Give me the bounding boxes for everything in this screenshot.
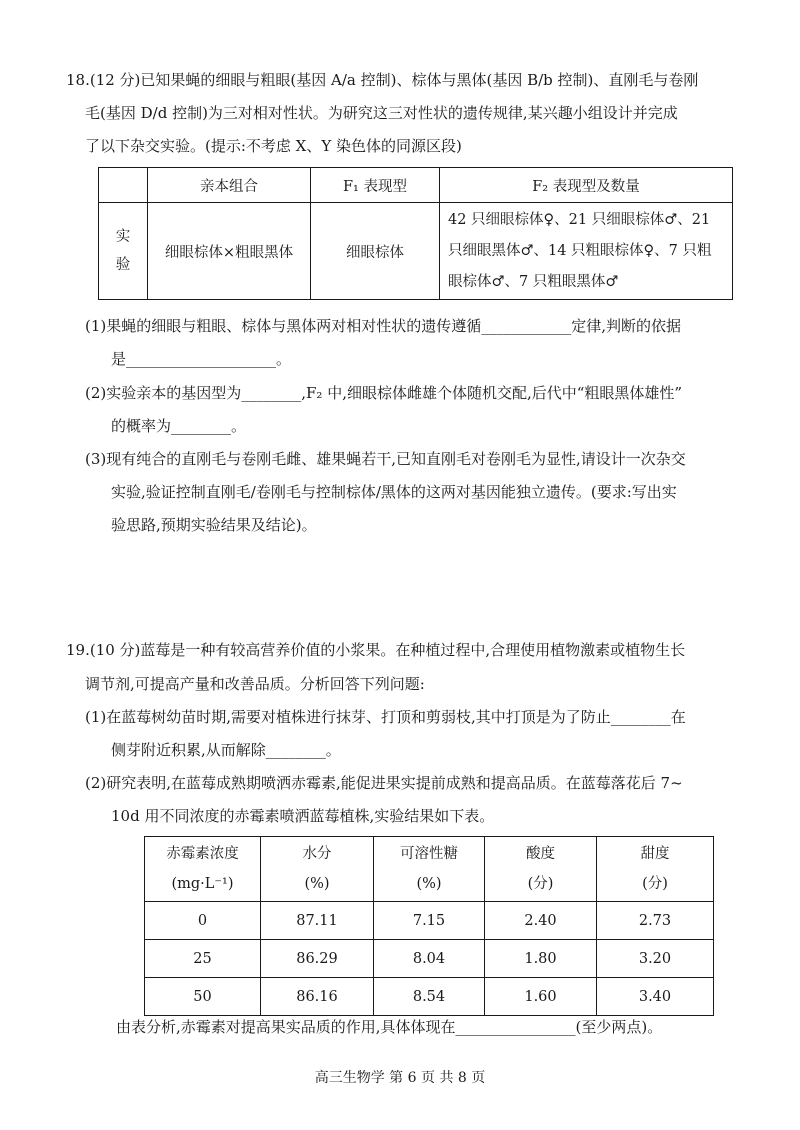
q19-sub1-line-2: 侧芽附近积累,从而解除________。 bbox=[111, 741, 341, 759]
q19-header-acidity-label: 酸度 bbox=[526, 846, 555, 862]
q18-row-label-1: 实 bbox=[115, 229, 131, 245]
q18-row-label-2: 验 bbox=[115, 257, 131, 273]
table-cell: 50 bbox=[145, 978, 261, 1016]
q19-header-water bbox=[261, 837, 374, 902]
table-cell: 2.40 bbox=[485, 902, 597, 940]
table-cell: 3.20 bbox=[597, 940, 714, 978]
q19-header-water-label: 水分 bbox=[302, 846, 332, 862]
q18-sub1-line-2: 是____________________。 bbox=[111, 350, 292, 368]
q19-header-water-unit: (%) bbox=[304, 876, 330, 892]
table-cell: 1.80 bbox=[485, 940, 597, 978]
q18-parent-cell: 细眼棕体×粗眼黑体 bbox=[148, 203, 311, 300]
q18-sub3-line-2: 实验,验证控制直刚毛/卷刚毛与控制棕体/黑体的这两对基因能独立遗传。(要求:写出实 bbox=[111, 483, 677, 501]
q19-header-concentration-label: 赤霉素浓度 bbox=[166, 846, 239, 862]
q19-header-concentration bbox=[145, 837, 261, 902]
q19-gibberellin-table bbox=[144, 836, 714, 1016]
q19-header-sweetness-unit: (分) bbox=[642, 876, 668, 892]
q18-f2-line-2: 只细眼黑体♂、14 只粗眼棕体♀、7 只粗 bbox=[448, 242, 712, 259]
table-cell: 25 bbox=[145, 940, 261, 978]
table-cell: 86.29 bbox=[261, 940, 374, 978]
q19-sub2-line-1: (2)研究表明,在蓝莓成熟期喷洒赤霉素,能促进果实提前成熟和提高品质。在蓝莓落花后 7~ bbox=[85, 774, 683, 792]
q18-sub1-line-1: (1)果蝇的细眼与粗眼、棕体与黑体两对相对性状的遗传遵循____________定律,判断的依据 bbox=[85, 317, 682, 335]
q19-header-sugar-unit: (%) bbox=[416, 876, 442, 892]
q18-row-label bbox=[99, 203, 148, 300]
table-cell: 2.73 bbox=[597, 902, 714, 940]
q18-sub3-line-1: (3)现有纯合的直刚毛与卷刚毛雌、雄果蝇若干,已知直刚毛对卷刚毛为显性,请设计一次杂交 bbox=[85, 450, 686, 468]
q18-sub2-line-1: (2)实验亲本的基因型为________,F₂ 中,细眼棕体雌雄个体随机交配,后代中“粗眼黑体雄性” bbox=[85, 384, 683, 402]
q19-line-2: 调节剂,可提高产量和改善品质。分析回答下列问题: bbox=[85, 675, 425, 693]
q19-sub1-line-1: (1)在蓝莓树幼苗时期,需要对植株进行抹芽、打顶和剪弱枝,其中打顶是为了防止________在 bbox=[85, 708, 686, 726]
table-cell: 0 bbox=[145, 902, 261, 940]
page-footer: 高三生物学 第 6 页 共 8 页 bbox=[314, 1070, 486, 1086]
q18-f2-line-3: 眼棕体♂、7 只粗眼黑体♂ bbox=[448, 273, 619, 290]
q18-f2-cell bbox=[440, 203, 733, 300]
q18-header-parent: 亲本组合 bbox=[148, 168, 311, 203]
table-cell: 86.16 bbox=[261, 978, 374, 1016]
q18-header-f2: F₂ 表现型及数量 bbox=[440, 168, 733, 203]
q19-header-sweetness-label: 甜度 bbox=[640, 846, 670, 862]
q18-f2-line-1: 42 只细眼棕体♀、21 只细眼棕体♂、21 bbox=[448, 211, 711, 228]
table-cell: 87.11 bbox=[261, 902, 374, 940]
q18-cross-table bbox=[98, 167, 733, 300]
q19-sub2-line-2: 10d 用不同浓度的赤霉素喷洒蓝莓植株,实验结果如下表。 bbox=[111, 807, 495, 825]
q19-header-sugar-label: 可溶性糖 bbox=[400, 846, 458, 862]
q19-header-sugar bbox=[374, 837, 485, 902]
q18-line-1: 18.(12 分)已知果蝇的细眼与粗眼(基因 A/a 控制)、棕体与黑体(基因 B/b 控制)、直刚毛与卷刚 bbox=[66, 71, 699, 89]
table-cell: 7.15 bbox=[374, 902, 485, 940]
q18-header-empty bbox=[99, 168, 148, 203]
q18-line-3: 了以下杂交实验。(提示:不考虑 X、Y 染色体的同源区段) bbox=[85, 137, 462, 155]
q19-line-1: 19.(10 分)蓝莓是一种有较高营养价值的小浆果。在种植过程中,合理使用植物激素或植物生长 bbox=[66, 641, 686, 659]
table-row bbox=[145, 940, 714, 978]
q18-f1-cell: 细眼棕体 bbox=[311, 203, 440, 300]
q18-header-f1: F₁ 表现型 bbox=[311, 168, 440, 203]
table-cell: 8.54 bbox=[374, 978, 485, 1016]
q19-conclusion: 由表分析,赤霉素对提高果实品质的作用,具体体现在________________(至少两点)。 bbox=[116, 1018, 663, 1036]
table-row bbox=[145, 978, 714, 1016]
table-row bbox=[145, 902, 714, 940]
q18-sub2-line-2: 的概率为________。 bbox=[111, 417, 247, 435]
table-cell: 8.04 bbox=[374, 940, 485, 978]
q19-header-concentration-unit: (mg·L⁻¹) bbox=[171, 876, 234, 892]
table-cell: 1.60 bbox=[485, 978, 597, 1016]
q19-header-acidity bbox=[485, 837, 597, 902]
table-cell: 3.40 bbox=[597, 978, 714, 1016]
q19-header-acidity-unit: (分) bbox=[527, 876, 554, 892]
q19-header-sweetness bbox=[597, 837, 714, 902]
q18-line-2: 毛(基因 D/d 控制)为三对相对性状。为研究这三对性状的遗传规律,某兴趣小组设计并完成 bbox=[85, 104, 678, 122]
q18-sub3-line-3: 验思路,预期实验结果及结论)。 bbox=[111, 516, 317, 534]
